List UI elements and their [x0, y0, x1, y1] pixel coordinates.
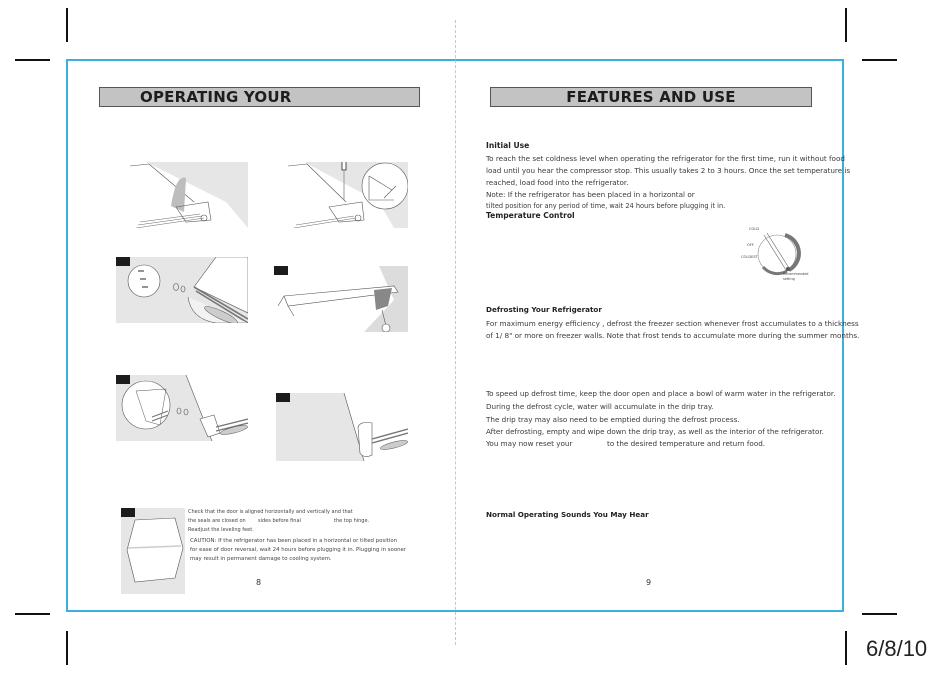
crop-mark-bottom-right-h [862, 613, 897, 615]
crop-mark-top-right-v [845, 8, 847, 42]
figure-step-4 [274, 266, 408, 332]
crop-mark-top-left-v [66, 8, 68, 42]
screws-illustration [116, 257, 248, 323]
page-number-right: 9 [646, 578, 652, 587]
left-header-title: OPERATING YOUR [140, 88, 292, 106]
dial-label-recommended: Recommended [783, 272, 809, 276]
refrigerator-front-illustration [121, 508, 185, 594]
initial-use-title: Initial Use [486, 141, 530, 150]
fold-line [455, 20, 456, 645]
figure-step-7 [121, 508, 185, 594]
step-text-line-2a: the seals are closed on [188, 518, 246, 524]
defrost-step-5a: You may now reset your [486, 439, 573, 448]
caution-line-2: for ease of door reversal, wait 24 hours before plugging it in. Plugging in sooner [190, 547, 407, 553]
dial-label-coldest: COLDEST [741, 255, 758, 259]
leveling-leg-illustration [276, 393, 408, 461]
figure-step-1 [116, 162, 248, 228]
step-text-line-2c: the top hinge. [334, 518, 370, 524]
crop-mark-top-left-h [15, 59, 50, 61]
defrost-step-3: The drip tray may also need to be emptied during the defrost process. [486, 415, 740, 424]
defrost-step-5b: to the desired temperature and return food. [607, 439, 766, 448]
bottom-hinge-illustration [116, 375, 248, 441]
step-text-line-3: Readjust the leveling feet. [188, 527, 254, 533]
temperature-dial [735, 225, 810, 287]
sounds-title: Normal Operating Sounds You May Hear [486, 510, 649, 519]
page-number-left: 8 [256, 578, 262, 587]
initial-use-line-2: load until you hear the compressor stop. This usually takes 2 to 3 hours. Once the set temperature is [486, 166, 851, 175]
defrosting-title: Defrosting Your Refrigerator [486, 305, 602, 314]
crop-mark-bottom-right-v [845, 631, 847, 665]
right-page-header [490, 87, 812, 107]
figure-step-2 [274, 162, 408, 228]
hinge-screw-illustration [274, 162, 408, 228]
crop-mark-top-right-h [862, 59, 897, 61]
dial-label-off: OFF [747, 243, 754, 247]
initial-use-line-4: Note: If the refrigerator has been placed in a horizontal or [486, 190, 695, 199]
defrost-step-2: During the defrost cycle, water will accumulate in the drip tray. [486, 402, 714, 411]
dial-label-cold: COLD [749, 227, 760, 231]
caution-line-1: CAUTION: If the refrigerator has been placed in a horizontal or tilted position [190, 538, 398, 544]
defrost-step-1: To speed up defrost time, keep the door open and place a bowl of warm water in the refrigerator. [486, 389, 836, 398]
temperature-control-title: Temperature Control [486, 211, 575, 220]
left-page-header [99, 87, 420, 107]
defrosting-line-1: For maximum energy efficiency , defrost the freezer section whenever frost accumulates to a thickness [486, 319, 859, 328]
crop-mark-bottom-left-h [15, 613, 50, 615]
right-header-title: FEATURES AND USE [566, 88, 736, 106]
hinge-illustration [116, 162, 248, 228]
door-bottom-illustration [274, 266, 408, 332]
initial-use-line-5: tilted position for any period of time, wait 24 hours before plugging it in. [486, 202, 726, 210]
defrosting-line-2: of 1/ 8" or more on freezer walls. Note that frost tends to accumulate more during the summer months. [486, 331, 860, 340]
figure-step-5 [116, 375, 248, 441]
defrost-step-4: After defrosting, empty and wipe down the drip tray, as well as the interior of the refrigerator. [486, 427, 824, 436]
figure-step-6 [276, 393, 408, 461]
initial-use-line-1: To reach the set coldness level when operating the refrigerator for the first time, run it without food [486, 154, 845, 163]
figure-step-3 [116, 257, 248, 323]
step-text-line-2b: sides before final [258, 518, 301, 524]
caution-line-3: may result in permanent damage to cooling system. [190, 556, 332, 562]
step-text-line-1: Check that the door is aligned horizontally and vertically and that [188, 509, 353, 515]
initial-use-line-3: reached, load food into the refrigerator. [486, 178, 629, 187]
dial-label-setting: setting [783, 277, 795, 281]
date-stamp: 6/8/10 [866, 636, 928, 661]
crop-mark-bottom-left-v [66, 631, 68, 665]
